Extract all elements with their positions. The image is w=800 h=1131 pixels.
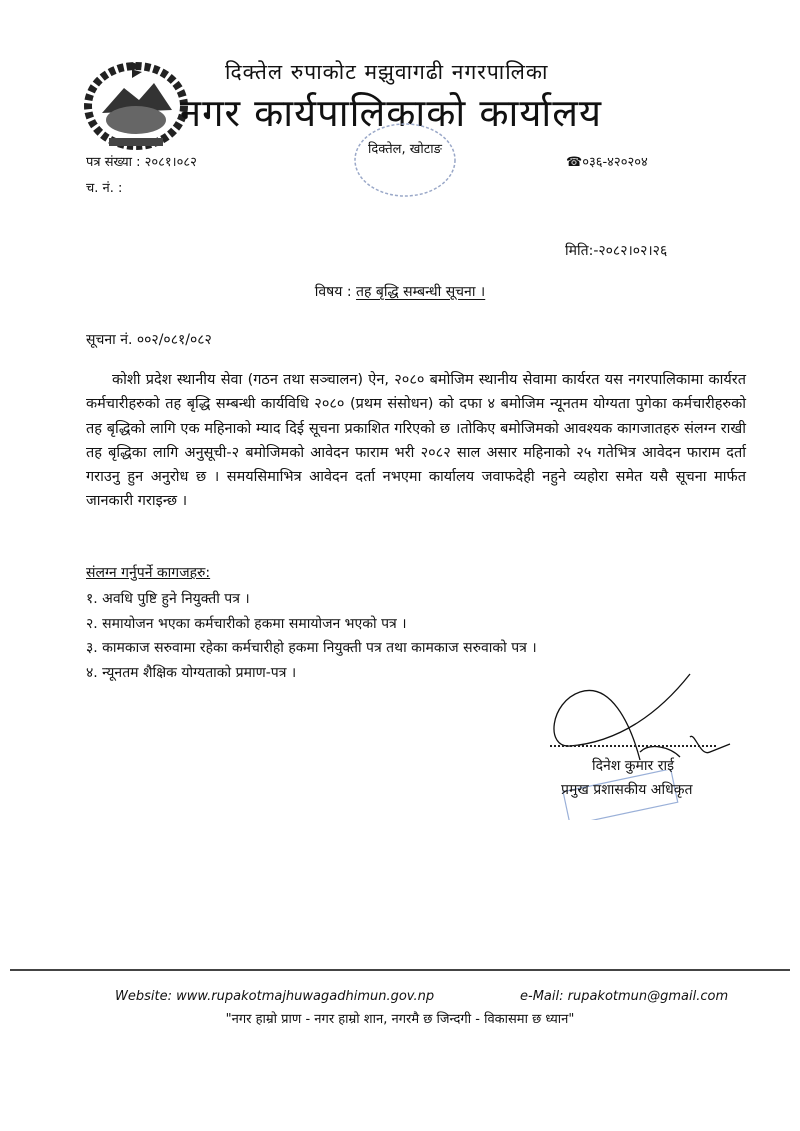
footer-motto: "नगर हाम्रो प्राण - नगर हाम्रो शान, नगरमै छ जिन्दगी - विकासमा छ ध्यान"	[225, 1012, 575, 1027]
subject-label: विषय :	[314, 284, 357, 300]
letter-date: मिति:-२०८२।०२।२६	[565, 243, 668, 259]
signature-line	[550, 745, 716, 747]
email-label: e-Mail:	[520, 989, 568, 1004]
attachment-item: १. अवधि पुष्टि हुने नियुक्ती पत्र ।	[86, 591, 250, 607]
attachment-item: ३. कामकाज सरुवामा रहेका कर्मचारीहो हकमा नियुक्ती पत्र तथा कामकाज सरुवाको पत्र ।	[86, 640, 537, 656]
signatory-title: प्रमुख प्रशासकीय अधिकृत	[561, 782, 693, 798]
attachment-item: ४. न्यूनतम शैक्षिक योग्यताको प्रमाण-पत्र ।	[86, 665, 297, 681]
letter-number: पत्र संख्या : २०८१।०८२	[86, 155, 197, 170]
footer-email	[520, 989, 728, 1004]
handwritten-signature	[540, 672, 740, 762]
phone-number: ०३६-४२०२०४	[582, 155, 648, 170]
website-link[interactable]: www.rupakotmajhuwagadhimun.gov.np	[176, 989, 435, 1004]
notice-number: सूचना नं. ००२/०८१/०८२	[86, 332, 212, 348]
municipality-name: दिक्तेल रुपाकोट मझुवागढी नगरपालिका	[225, 60, 549, 84]
office-name: नगर कार्यपालिकाको कार्यालय	[180, 91, 603, 135]
website-label: Website:	[115, 989, 177, 1004]
attachments-heading: संलग्न गर्नुपर्ने कागजहरु:	[86, 565, 211, 581]
phone-number-row	[566, 152, 648, 170]
footer-website	[115, 989, 434, 1004]
telephone-icon: ☎	[566, 155, 583, 170]
subject-line	[0, 282, 800, 301]
office-address: दिक्तेल, खोटाङ	[368, 142, 442, 157]
footer-divider	[10, 969, 790, 971]
attachment-item: २. समायोजन भएका कर्मचारीको हकमा समायोजन भएको पत्र ।	[86, 616, 407, 632]
signatory-name: दिनेश कुमार राई	[592, 758, 674, 774]
subject-text: तह बृद्धि सम्बन्धी सूचना ।	[356, 284, 486, 300]
office-stamp	[350, 120, 460, 200]
nepal-emblem-logo	[84, 58, 188, 150]
notice-body: कोशी प्रदेश स्थानीय सेवा (गठन तथा सञ्चालन) ऐन, २०८० बमोजिम स्थानीय सेवामा कार्यरत यस नगरपालिकामा कार्यरत कर्मचारीहरुको तह बृद्धि सम्बन्धी कार्यविधि २०८० (प्रथम संसोधन) को दफा ४ बमोजिम न्यूनतम योग्यता पुगेका कर्मचारीहरुको तह बृद्धिको लागि एक महिनाको म्याद दिई सूचना प्रकाशित गरिएको छ ।तोकिए बमोजिमको आवश्यक कागजातहरु संलग्न राखी तह बृद्धिका लागि अनुसूची-२ बमोजिमको आवेदन फाराम भरी २०८२ साल असार महिनाको २५ गतेभित्र आवेदन फाराम दर्ता गराउनु हुन अनुरोध छ । समयसिमाभित्र आवेदन दर्ता नभएमा कार्यालय जवाफदेही नहुने व्यहोरा समेत यसै सूचना मार्फत जानकारी गराइन्छ ।	[86, 372, 746, 510]
email-link[interactable]: rupakotmun@gmail.com	[567, 989, 729, 1004]
dispatch-number: च. नं. :	[86, 181, 123, 196]
